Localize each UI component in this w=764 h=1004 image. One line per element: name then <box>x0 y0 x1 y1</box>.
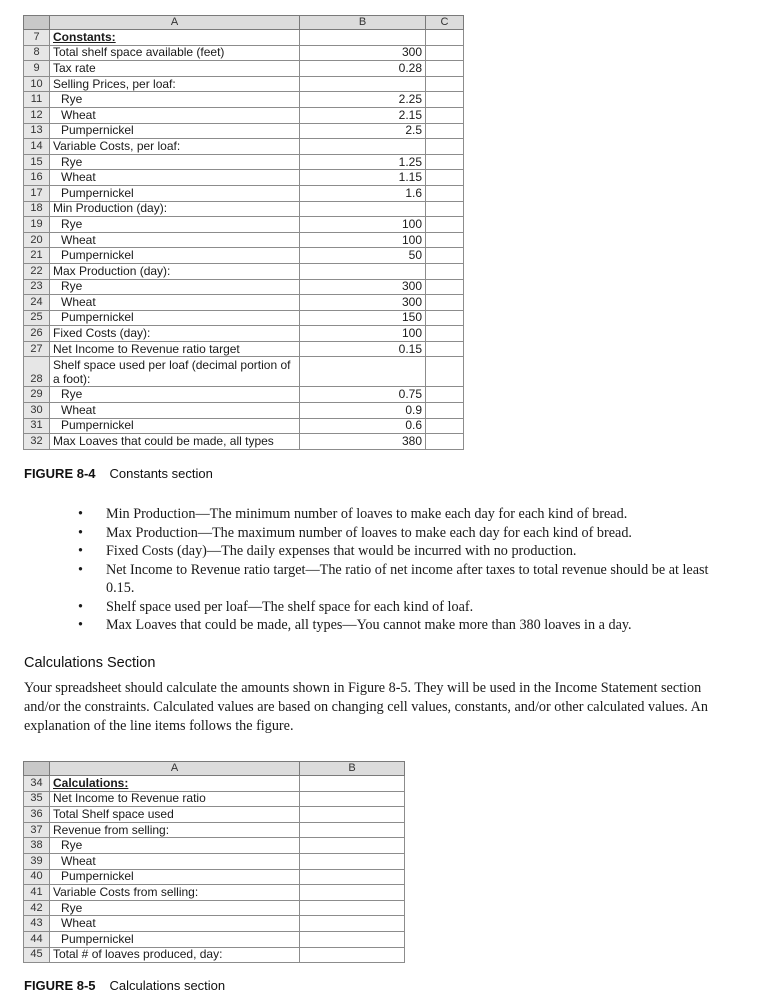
cell-a[interactable]: Pumpernickel <box>50 310 300 326</box>
cell-b[interactable]: 2.25 <box>300 92 426 108</box>
table-row <box>24 45 464 61</box>
row-number[interactable]: 28 <box>24 357 50 387</box>
table-row <box>24 248 464 264</box>
cell-a[interactable]: Pumpernickel <box>50 185 300 201</box>
row-number[interactable]: 22 <box>24 263 50 279</box>
cell-b[interactable] <box>300 853 405 869</box>
cell-b[interactable] <box>300 139 426 155</box>
cell-c[interactable] <box>426 30 464 46</box>
cell-a[interactable]: Rye <box>50 279 300 295</box>
cell-a[interactable]: Wheat <box>50 170 300 186</box>
cell-a[interactable]: Rye <box>50 217 300 233</box>
cell-c[interactable] <box>426 341 464 357</box>
caption-label: FIGURE 8-4 <box>24 466 96 481</box>
table-row <box>24 263 464 279</box>
table-row <box>24 838 405 854</box>
row-number[interactable]: 34 <box>24 776 50 792</box>
cell-c[interactable] <box>426 232 464 248</box>
cell-b[interactable]: 300 <box>300 45 426 61</box>
row-number[interactable]: 15 <box>24 154 50 170</box>
cell-a[interactable]: Wheat <box>50 295 300 311</box>
cell-a[interactable]: Net Income to Revenue ratio <box>50 791 300 807</box>
row-number[interactable]: 43 <box>24 916 50 932</box>
cell-a[interactable]: Constants: <box>50 30 300 46</box>
row-number[interactable]: 24 <box>24 295 50 311</box>
row-number[interactable]: 37 <box>24 822 50 838</box>
cell-c[interactable] <box>426 201 464 217</box>
table-row <box>24 201 464 217</box>
table-row <box>24 791 405 807</box>
corner-cell[interactable] <box>24 762 50 776</box>
row-number[interactable]: 36 <box>24 807 50 823</box>
cell-a[interactable]: Rye <box>50 900 300 916</box>
cell-c[interactable] <box>426 326 464 342</box>
cell-a[interactable]: Rye <box>50 154 300 170</box>
cell-c[interactable] <box>426 61 464 77</box>
cell-a[interactable]: Pumpernickel <box>50 418 300 434</box>
cell-b[interactable]: 0.6 <box>300 418 426 434</box>
cell-c[interactable] <box>426 139 464 155</box>
cell-b[interactable]: 0.28 <box>300 61 426 77</box>
row-number[interactable]: 35 <box>24 791 50 807</box>
cell-a[interactable]: Wheat <box>50 403 300 419</box>
table-row <box>24 853 405 869</box>
cell-b[interactable] <box>300 807 405 823</box>
cell-a[interactable]: Pumpernickel <box>50 931 300 947</box>
cell-c[interactable] <box>426 357 464 387</box>
column-header-row <box>24 16 464 30</box>
table-row <box>24 900 405 916</box>
cell-b[interactable] <box>300 30 426 46</box>
cell-b[interactable] <box>300 76 426 92</box>
cell-c[interactable] <box>426 45 464 61</box>
row-number[interactable]: 42 <box>24 900 50 916</box>
table-row <box>24 822 405 838</box>
cell-b[interactable] <box>300 822 405 838</box>
row-number[interactable]: 14 <box>24 139 50 155</box>
row-number[interactable]: 38 <box>24 838 50 854</box>
cell-a[interactable]: Revenue from selling: <box>50 822 300 838</box>
row-number[interactable]: 9 <box>24 61 50 77</box>
cell-c[interactable] <box>426 248 464 264</box>
caption-label: FIGURE 8-5 <box>24 978 96 993</box>
table-row <box>24 387 464 403</box>
cell-b[interactable] <box>300 916 405 932</box>
row-number[interactable]: 18 <box>24 201 50 217</box>
list-item: • Max Production—The maximum number of loaves to make each day for each kind of bread. <box>78 524 738 543</box>
cell-b[interactable]: 150 <box>300 310 426 326</box>
cell-a[interactable]: Net Income to Revenue ratio target <box>50 341 300 357</box>
section-paragraph: Your spreadsheet should calculate the amounts shown in Figure 8-5. They will be used in the Income Statement section and/or the constraints. Calculated values are based on changing cell values, constants, and/or other calculated values. An explanation of the line items follows the figure. <box>24 680 708 734</box>
table-row <box>24 434 464 450</box>
cell-a[interactable]: Max Loaves that could be made, all types <box>50 434 300 450</box>
column-header-a[interactable]: A <box>50 762 300 776</box>
table-row <box>24 185 464 201</box>
cell-a[interactable]: Variable Costs, per loaf: <box>50 139 300 155</box>
row-number[interactable]: 45 <box>24 947 50 963</box>
caption-text: Constants section <box>109 466 213 481</box>
cell-b[interactable] <box>300 931 405 947</box>
cell-a[interactable]: Variable Costs from selling: <box>50 885 300 901</box>
column-header-row <box>24 762 405 776</box>
row-number[interactable]: 40 <box>24 869 50 885</box>
cell-b[interactable] <box>300 885 405 901</box>
cell-b[interactable]: 1.15 <box>300 170 426 186</box>
cell-b[interactable] <box>300 947 405 963</box>
cell-c[interactable] <box>426 263 464 279</box>
definitions-list <box>78 505 738 635</box>
table-row <box>24 326 464 342</box>
constants-spreadsheet <box>23 15 464 450</box>
list-item: • Fixed Costs (day)—The daily expenses that would be incurred with no production. <box>78 542 738 561</box>
cell-a[interactable]: Wheat <box>50 916 300 932</box>
cell-a[interactable]: Shelf space used per loaf (decimal portion of a foot): <box>50 357 300 387</box>
table-row <box>24 403 464 419</box>
table-row <box>24 341 464 357</box>
row-number[interactable]: 23 <box>24 279 50 295</box>
cell-a[interactable]: Pumpernickel <box>50 869 300 885</box>
cell-c[interactable] <box>426 76 464 92</box>
cell-a[interactable]: Total shelf space available (feet) <box>50 45 300 61</box>
row-number[interactable]: 21 <box>24 248 50 264</box>
table-row <box>24 295 464 311</box>
table-row <box>24 885 405 901</box>
section-heading: Calculations Section <box>24 655 156 671</box>
row-number[interactable]: 30 <box>24 403 50 419</box>
table-row <box>24 279 464 295</box>
cell-c[interactable] <box>426 403 464 419</box>
cell-a[interactable]: Max Production (day): <box>50 263 300 279</box>
table-row <box>24 217 464 233</box>
list-item: • Max Loaves that could be made, all types—You cannot make more than 380 loaves in a day. <box>78 616 738 635</box>
cell-b[interactable]: 2.5 <box>300 123 426 139</box>
row-number[interactable]: 11 <box>24 92 50 108</box>
table-row <box>24 61 464 77</box>
cell-c[interactable] <box>426 434 464 450</box>
cell-b[interactable]: 0.9 <box>300 403 426 419</box>
table-row <box>24 170 464 186</box>
row-number[interactable]: 17 <box>24 185 50 201</box>
cell-b[interactable]: 1.25 <box>300 154 426 170</box>
row-number[interactable]: 25 <box>24 310 50 326</box>
row-number[interactable]: 44 <box>24 931 50 947</box>
table-row <box>24 418 464 434</box>
column-header-b[interactable]: B <box>300 16 426 30</box>
cell-a[interactable]: Selling Prices, per loaf: <box>50 76 300 92</box>
row-number[interactable]: 39 <box>24 853 50 869</box>
column-header-a[interactable]: A <box>50 16 300 30</box>
cell-b[interactable] <box>300 776 405 792</box>
cell-a[interactable]: Wheat <box>50 232 300 248</box>
list-item: • Net Income to Revenue ratio target—The ratio of net income after taxes to total revenue should be at least 0.15. <box>78 561 738 598</box>
row-number[interactable]: 27 <box>24 341 50 357</box>
cell-c[interactable] <box>426 310 464 326</box>
cell-b[interactable]: 100 <box>300 217 426 233</box>
table-row <box>24 30 464 46</box>
cell-b[interactable]: 100 <box>300 232 426 248</box>
cell-b[interactable]: 300 <box>300 279 426 295</box>
cell-a[interactable]: Rye <box>50 387 300 403</box>
cell-b[interactable] <box>300 900 405 916</box>
cell-a[interactable]: Fixed Costs (day): <box>50 326 300 342</box>
row-number[interactable]: 41 <box>24 885 50 901</box>
cell-c[interactable] <box>426 154 464 170</box>
cell-c[interactable] <box>426 170 464 186</box>
figure-8-4-caption <box>24 466 213 481</box>
table-row <box>24 869 405 885</box>
table-row <box>24 232 464 248</box>
row-number[interactable]: 7 <box>24 30 50 46</box>
cell-c[interactable] <box>426 418 464 434</box>
row-number[interactable]: 16 <box>24 170 50 186</box>
corner-cell[interactable] <box>24 16 50 30</box>
figure-8-5-caption <box>24 978 225 993</box>
cell-a[interactable]: Total Shelf space used <box>50 807 300 823</box>
row-number[interactable]: 29 <box>24 387 50 403</box>
table-row <box>24 139 464 155</box>
row-number[interactable]: 8 <box>24 45 50 61</box>
cell-b[interactable]: 300 <box>300 295 426 311</box>
cell-b[interactable] <box>300 357 426 387</box>
cell-c[interactable] <box>426 123 464 139</box>
cell-c[interactable] <box>426 107 464 123</box>
table-row <box>24 916 405 932</box>
cell-a[interactable]: Rye <box>50 838 300 854</box>
caption-text: Calculations section <box>109 978 226 993</box>
cell-c[interactable] <box>426 92 464 108</box>
cell-a[interactable]: Wheat <box>50 853 300 869</box>
cell-b[interactable] <box>300 838 405 854</box>
row-number[interactable]: 13 <box>24 123 50 139</box>
cell-a[interactable]: Calculations: <box>50 776 300 792</box>
table-row <box>24 357 464 387</box>
row-number[interactable]: 31 <box>24 418 50 434</box>
cell-c[interactable] <box>426 217 464 233</box>
table-row <box>24 776 405 792</box>
cell-b[interactable]: 380 <box>300 434 426 450</box>
row-number[interactable]: 20 <box>24 232 50 248</box>
cell-b[interactable] <box>300 791 405 807</box>
row-number[interactable]: 19 <box>24 217 50 233</box>
cell-c[interactable] <box>426 185 464 201</box>
column-header-b[interactable]: B <box>300 762 405 776</box>
cell-c[interactable] <box>426 387 464 403</box>
table-row <box>24 107 464 123</box>
table-row <box>24 154 464 170</box>
row-number[interactable]: 12 <box>24 107 50 123</box>
list-item: • Shelf space used per loaf—The shelf space for each kind of loaf. <box>78 598 738 617</box>
table-row <box>24 947 405 963</box>
cell-b[interactable]: 0.75 <box>300 387 426 403</box>
column-header-c[interactable]: C <box>426 16 464 30</box>
cell-b[interactable] <box>300 201 426 217</box>
table-row <box>24 123 464 139</box>
table-row <box>24 931 405 947</box>
calculations-spreadsheet <box>23 761 405 963</box>
cell-c[interactable] <box>426 295 464 311</box>
cell-a[interactable]: Pumpernickel <box>50 123 300 139</box>
cell-a[interactable]: Min Production (day): <box>50 201 300 217</box>
table-row <box>24 92 464 108</box>
cell-b[interactable]: 0.15 <box>300 341 426 357</box>
cell-b[interactable]: 1.6 <box>300 185 426 201</box>
row-number[interactable]: 10 <box>24 76 50 92</box>
cell-b[interactable] <box>300 869 405 885</box>
table-row <box>24 310 464 326</box>
cell-b[interactable]: 50 <box>300 248 426 264</box>
list-item: • Min Production—The minimum number of loaves to make each day for each kind of bread. <box>78 505 738 524</box>
cell-a[interactable]: Wheat <box>50 107 300 123</box>
table-row <box>24 76 464 92</box>
table-row <box>24 807 405 823</box>
cell-a[interactable]: Rye <box>50 92 300 108</box>
row-number[interactable]: 26 <box>24 326 50 342</box>
cell-b[interactable]: 100 <box>300 326 426 342</box>
cell-a[interactable]: Tax rate <box>50 61 300 77</box>
cell-a[interactable]: Pumpernickel <box>50 248 300 264</box>
cell-b[interactable]: 2.15 <box>300 107 426 123</box>
row-number[interactable]: 32 <box>24 434 50 450</box>
cell-b[interactable] <box>300 263 426 279</box>
cell-a[interactable]: Total # of loaves produced, day: <box>50 947 300 963</box>
cell-c[interactable] <box>426 279 464 295</box>
